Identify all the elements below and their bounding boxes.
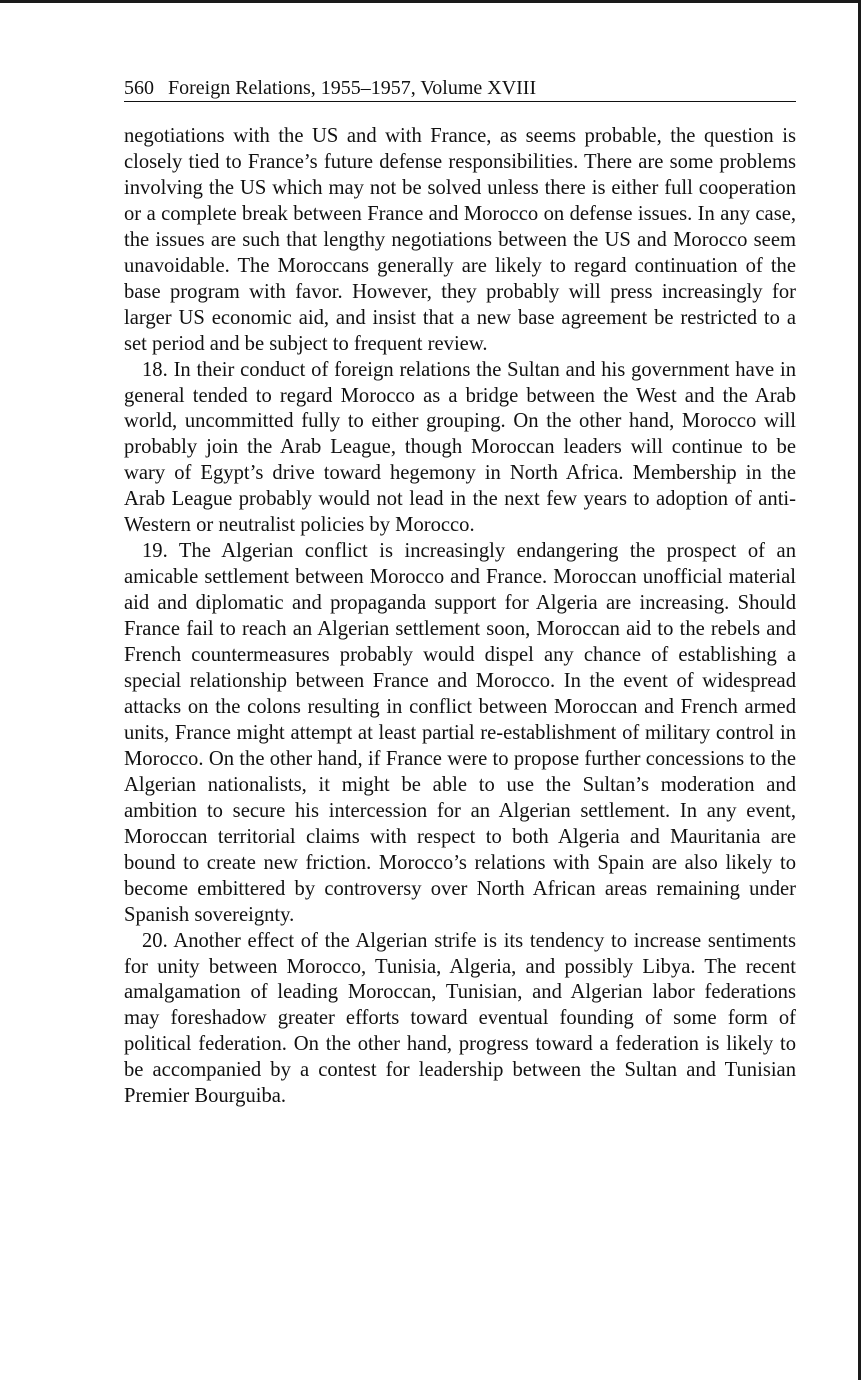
running-header	[124, 76, 796, 100]
document-page	[124, 76, 796, 1110]
paragraph-20: 20. Another effect of the Algerian strife is its tendency to increase sentiments for unity between Morocco, Tunisia, Algeria, and possibly Libya. The recent amalgamation of leading Moroccan, Tunisian, and Algerian labor federations may foreshadow greater efforts toward eventual founding of some form of political federation. On the other hand, progress toward a federation is likely to be accompanied by a contest for leadership between the Sultan and Tunisian Premier Bourguiba.	[124, 929, 796, 1108]
body-text	[124, 124, 796, 1110]
paragraph-18: 18. In their conduct of foreign relations the Sultan and his government have in general tended to regard Morocco as a bridge between the West and the Arab world, uncommitted fully to either grouping. On the other hand, Morocco will probably join the Arab League, though Moroccan leaders will continue to be wary of Egypt’s drive toward hegemony in North Africa. Membership in the Arab League probably would not lead in the next few years to adoption of anti-Western or neutralist policies by Morocco.	[124, 358, 796, 537]
page-number: 560	[124, 77, 154, 99]
paragraph-19: 19. The Algerian conflict is increasingly endangering the prospect of an amicable settlement between Morocco and France. Moroccan unofficial material aid and diplomatic and propaganda support for Algeria are increasing. Should France fail to reach an Algerian settlement soon, Moroccan aid to the rebels and French countermeasures probably would dispel any chance of establishing a special relationship between France and Morocco. In the event of widespread attacks on the colons resulting in conflict between Moroccan and French armed units, France might attempt at least partial re-establishment of military control in Morocco. On the other hand, if France were to propose further concessions to the Algerian nationalists, it might be able to use the Sultan’s moderation and ambition to secure his intercession for an Algerian settlement. In any event, Moroccan territorial claims with respect to both Algeria and Mauritania are bound to create new friction. Morocco’s relations with Spain are also likely to become embittered by controversy over North African areas remaining under Spanish sovereignty.	[124, 540, 796, 926]
header-rule	[124, 101, 796, 102]
running-title: Foreign Relations, 1955–1957, Volume XVIII	[168, 77, 537, 99]
scan-border-top	[0, 0, 861, 3]
paragraph-continuation: negotiations with the US and with France, as seems probable, the question is closely tied to France’s future defense responsibilities. There are some problems involving the US which may not be solved unless there is either full cooperation or a complete break between France and Morocco on defense issues. In any case, the issues are such that lengthy negotiations between the US and Morocco seem unavoidable. The Moroccans generally are likely to regard continuation of the base program with favor. However, they probably will press increasingly for larger US economic aid, and insist that a new base agreement be restricted to a set period and be subject to frequent review.	[124, 125, 796, 355]
